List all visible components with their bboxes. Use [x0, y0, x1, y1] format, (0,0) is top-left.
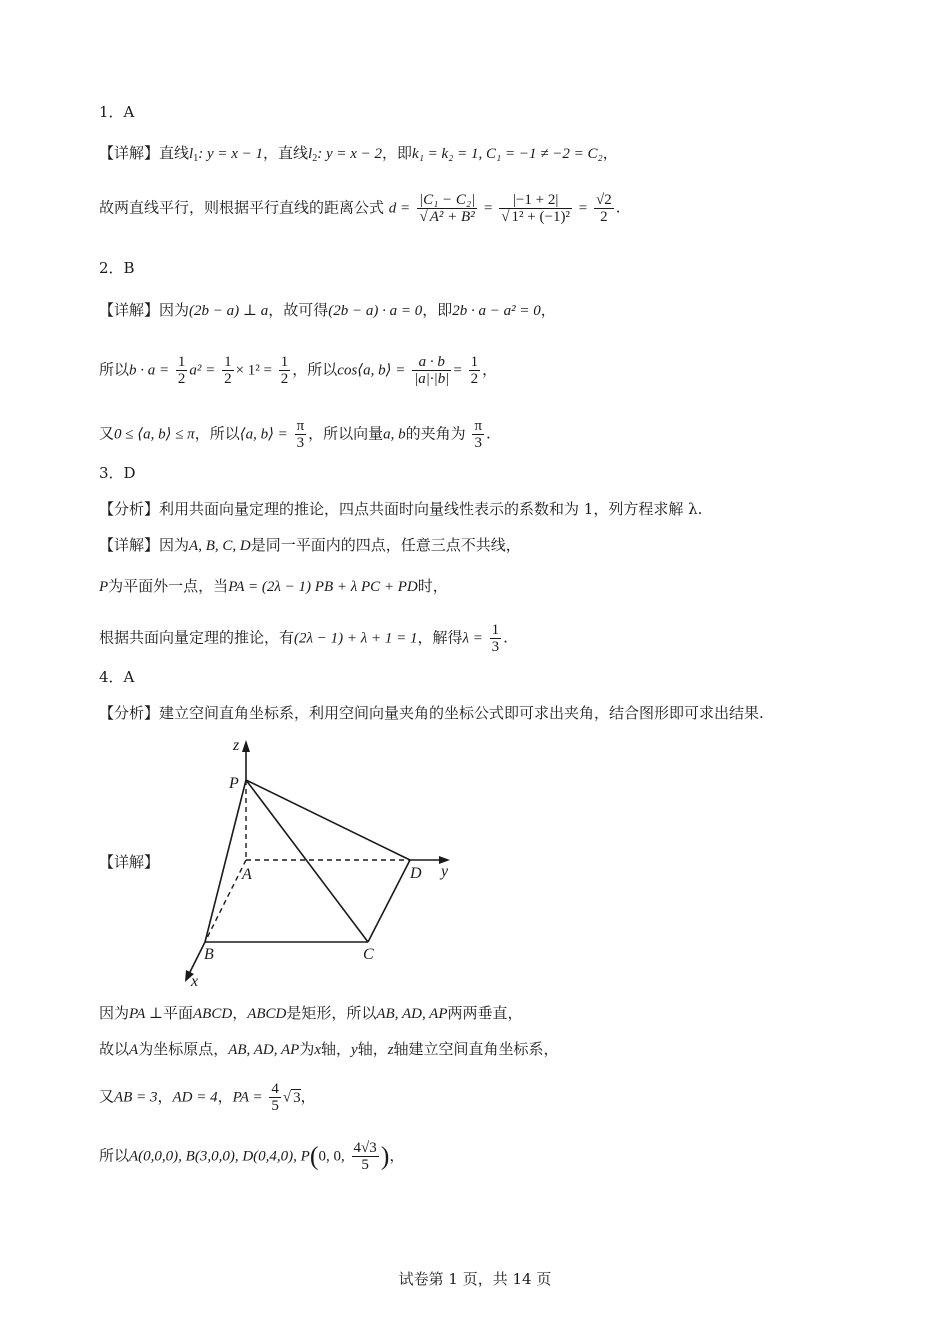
denominator: 1² + (−1)²: [511, 209, 570, 225]
text: 又: [99, 1087, 115, 1106]
q1-detail-line1: [99, 143, 618, 169]
text: ，: [157, 1087, 173, 1106]
text: ，即: [382, 144, 413, 162]
q1-detail-line2: [99, 192, 620, 225]
l2-equation: : y = x − 2: [317, 146, 383, 162]
math-k-c: k₁ = k₂ = 1, C₁ = −1 ≠ −2 = C₂: [412, 146, 603, 162]
text: 故以: [99, 1040, 130, 1058]
half-fraction: [176, 354, 188, 387]
text: 因为: [159, 536, 190, 554]
denominator: 3: [491, 639, 500, 655]
text: 直线: [159, 144, 190, 162]
math-ab: a, b: [383, 426, 406, 443]
half-fraction: [222, 354, 234, 387]
q2-detail-line3: [99, 418, 491, 451]
q2-header: 2．B: [99, 259, 135, 277]
math-p-coords: 0, 0,: [318, 1148, 345, 1165]
math-ABCD: ABCD: [193, 1006, 233, 1022]
half-fraction: [469, 354, 481, 387]
q4-detail-line3: [99, 1081, 316, 1114]
numerator: 1: [491, 622, 500, 638]
math-times: × 1² =: [235, 362, 272, 379]
numerator: π: [296, 418, 305, 434]
denominator: A² + B²: [429, 209, 475, 225]
detail-tag: 【详解】: [99, 301, 160, 319]
math-coords: A(0,0,0), B(3,0,0), D(0,4,0), P: [129, 1148, 310, 1165]
label-C: C: [363, 946, 374, 963]
denominator: |a|·|b|: [414, 371, 450, 387]
math-vector-eq: PA = (2λ − 1) PB + λ PC + PD: [228, 579, 418, 595]
label-y: y: [441, 863, 449, 880]
numerator: 1: [224, 354, 232, 370]
label-D: D: [410, 865, 422, 882]
q4-detail-line2: [99, 1039, 559, 1060]
text: ，: [232, 1004, 248, 1022]
text: ，: [602, 144, 618, 162]
text: .: [615, 198, 621, 217]
math-edges: AB, AD, AP: [228, 1042, 300, 1058]
distance-fraction-2: $\frac{|-1 + 2|}{\text{√ 1² + (−1)²}}$: [501, 192, 570, 225]
half-fraction: [279, 354, 291, 387]
denominator: 2: [224, 371, 232, 387]
q3-detail-line2: [99, 576, 448, 597]
numerator: 1: [177, 354, 186, 370]
math-AB: AB = 3: [114, 1089, 158, 1106]
math-y: y: [351, 1042, 358, 1058]
text: .: [486, 424, 491, 443]
text: 平面: [163, 1004, 194, 1022]
detail-tag: 【详解】: [99, 144, 160, 162]
q3-header: 3．D: [99, 464, 136, 482]
text: ，: [482, 360, 498, 379]
math-AD: AD = 4: [172, 1089, 218, 1106]
q2-detail-line1: [99, 300, 556, 321]
four-fifths-fraction: [269, 1081, 281, 1114]
math-PA-perp: PA ⊥: [129, 1006, 163, 1022]
text: ，: [540, 301, 556, 319]
math-range: 0 ≤ ⟨a, b⟩ ≤ π: [114, 426, 195, 443]
pi-third-fraction: [295, 418, 307, 451]
text: 为: [299, 1040, 315, 1058]
label-P: P: [229, 775, 239, 792]
text: ，即: [422, 301, 453, 319]
math-lambda: λ =: [462, 630, 483, 647]
math-d: d =: [388, 200, 411, 217]
open-paren: (: [309, 1141, 319, 1171]
text: ，: [217, 1087, 233, 1106]
q4-analysis: 【分析】建立空间直角坐标系，利用空间向量夹角的坐标公式即可求出夹角，结合图形即可求出结果.: [99, 704, 764, 722]
text: ，: [389, 1146, 405, 1165]
edge-AB-hidden: [205, 860, 246, 942]
l-symbol: l: [189, 146, 194, 162]
cos-fraction: [412, 354, 451, 387]
text: 时，: [417, 577, 448, 595]
q3-detail-line1: [99, 535, 521, 556]
text: 根据共面向量定理的推论，有: [99, 628, 295, 647]
text: 为平面外一点，当: [108, 577, 229, 595]
q4-detail-tag: 【详解】: [99, 853, 160, 871]
math-expanded: 2b · a − a² = 0: [452, 303, 541, 319]
eq: =: [484, 200, 493, 217]
math-perp: (2b − a) ⊥ a: [189, 303, 269, 319]
q2-detail-line2: [99, 354, 497, 387]
detail-tag: 【详解】: [99, 536, 160, 554]
edge-PD: [246, 780, 410, 860]
text: ，: [300, 1087, 316, 1106]
text: 轴建立空间直角坐标系，: [393, 1040, 559, 1058]
denominator: 2: [177, 371, 186, 387]
text: 是矩形，所以: [286, 1004, 377, 1022]
math-ABCD: ABCD: [247, 1006, 287, 1022]
label-x: x: [191, 973, 199, 990]
text: .: [503, 628, 508, 647]
numerator: 4: [271, 1081, 279, 1097]
math-A: A: [129, 1042, 139, 1058]
x-axis: [188, 942, 205, 976]
numerator: 1: [470, 354, 479, 370]
denominator: 5: [361, 1157, 369, 1173]
text: 所以: [99, 1146, 130, 1165]
math-cos: cos⟨a, b⟩ =: [337, 362, 406, 379]
l-symbol: l: [308, 146, 313, 162]
q4-detail-line1: [99, 1003, 523, 1024]
denominator: 2: [280, 371, 289, 387]
close-paren: ): [380, 1141, 390, 1171]
edge-PB: [205, 780, 246, 942]
text: 为坐标原点，: [138, 1040, 229, 1058]
l1-equation: : y = x − 1: [198, 146, 264, 162]
math-dot-zero: (2b − a) · a = 0: [328, 303, 423, 319]
text: ，故可得: [268, 301, 329, 319]
math-z: z: [387, 1042, 394, 1058]
z-arrowhead: [242, 740, 250, 752]
math-points: A, B, C, D: [189, 538, 251, 554]
distance-fraction-3: [594, 192, 614, 225]
q3-analysis: 【分析】利用共面向量定理的推论，四点共面时向量线性表示的系数和为 1，列方程求解 λ.: [99, 500, 703, 518]
numerator: |C₁ − C₂|: [418, 192, 476, 208]
edge-CD: [368, 860, 410, 942]
q3-detail-line3: [99, 622, 508, 655]
q4-header: 4．A: [99, 668, 135, 686]
p-z-fraction: [352, 1140, 379, 1173]
numerator: π: [474, 418, 483, 434]
text: 因为: [99, 1004, 130, 1022]
text: 又: [99, 424, 115, 443]
text: 两两垂直，: [447, 1004, 523, 1022]
numerator: |−1 + 2|: [499, 192, 572, 209]
text: ，直线: [263, 144, 309, 162]
text: 是同一平面内的四点，任意三点不共线，: [250, 536, 521, 554]
q4-detail-line4: [99, 1140, 404, 1173]
numerator: 4√3: [353, 1140, 377, 1156]
one-third-fraction: [490, 622, 502, 655]
math-angle: ⟨a, b⟩ =: [239, 426, 288, 443]
math-edges: AB, AD, AP: [376, 1006, 448, 1022]
math-PA: PA =: [232, 1089, 263, 1106]
math-sum: (2λ − 1) + λ + 1 = 1: [294, 630, 418, 647]
text: ，所以: [194, 424, 240, 443]
pi-third-fraction: [472, 418, 484, 451]
pyramid-figure: [160, 728, 470, 990]
text: 因为: [159, 301, 190, 319]
sqrt-3: √ 3: [282, 1089, 301, 1106]
label-B: B: [204, 946, 214, 963]
math-P: P: [99, 579, 109, 595]
text: 故两直线平行，则根据平行直线的距离公式: [99, 198, 385, 217]
denominator: 3: [296, 435, 305, 451]
text: 所以: [99, 360, 130, 379]
denominator: 2: [470, 371, 479, 387]
edge-PC: [246, 780, 368, 942]
radicand: 3: [293, 1089, 301, 1106]
text: ，所以向量: [308, 424, 384, 443]
eq: =: [578, 200, 588, 217]
math-ba: b · a =: [129, 362, 170, 379]
distance-fraction-1: $\frac{\text{|C₁ − C₂|}}{\text{√ A² + B²}}$: [418, 192, 476, 225]
page-footer: 试卷第 1 页，共 14 页: [398, 1270, 552, 1288]
numerator: 1: [280, 354, 289, 370]
denominator: 2: [600, 209, 608, 225]
math-x: x: [314, 1042, 321, 1058]
numerator: √2: [595, 192, 612, 208]
math-l2: $l_2$: y = x − 2: [308, 146, 383, 164]
label-A: A: [242, 866, 252, 883]
denominator: 3: [474, 435, 482, 451]
math-a2: a² =: [189, 362, 216, 379]
eq: =: [453, 362, 462, 379]
text: 轴，: [321, 1040, 352, 1058]
text: 的夹角为: [405, 424, 466, 443]
label-z: z: [233, 737, 240, 754]
math-l1: $l_1$: y = x − 1: [189, 146, 264, 164]
text: ，解得: [417, 628, 463, 647]
numerator: a · b: [412, 354, 451, 371]
text: ，所以: [292, 360, 338, 379]
text: 轴，: [357, 1040, 388, 1058]
q1-header: 1．A: [99, 103, 135, 121]
denominator: 5: [271, 1098, 279, 1114]
